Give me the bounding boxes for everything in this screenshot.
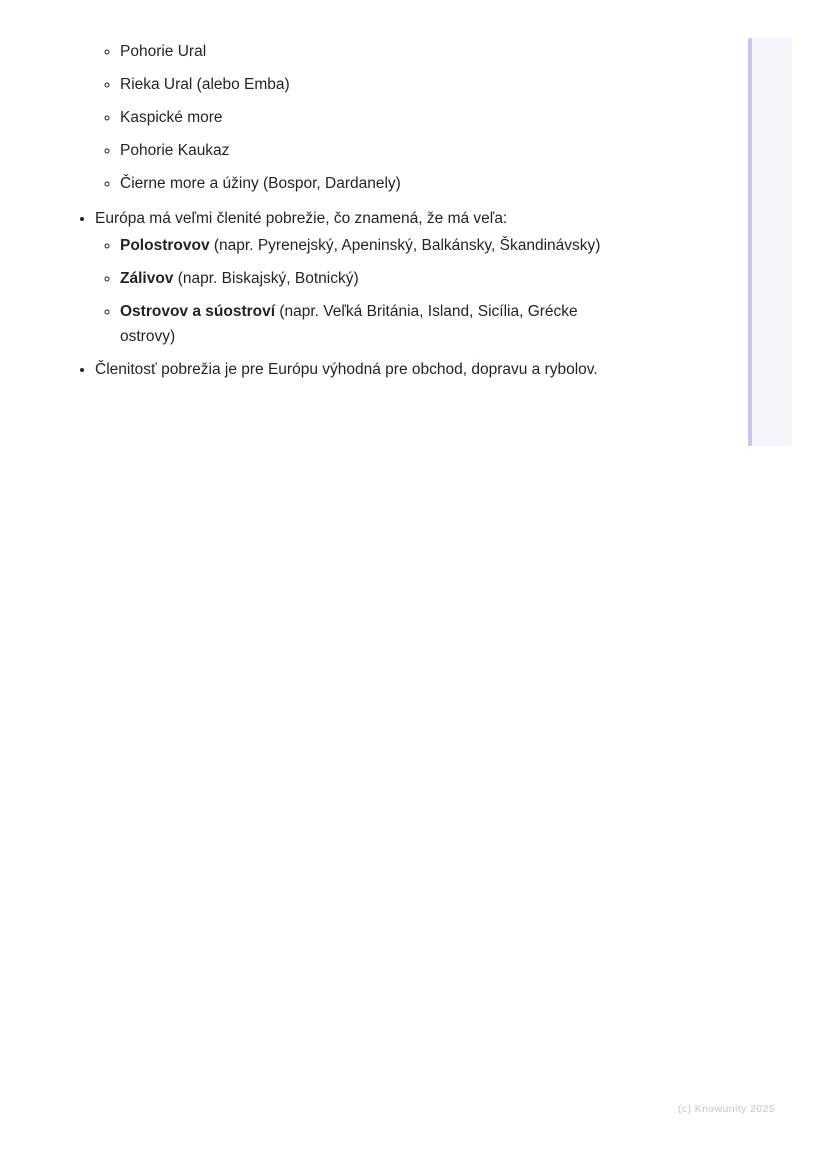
list-item: ◦ Pohorie Ural xyxy=(120,39,690,64)
list-item: ◦ Rieka Ural (alebo Emba) xyxy=(120,72,690,97)
right-accent-panel xyxy=(748,38,792,446)
feature-term: Ostrovov a súostroví xyxy=(120,303,276,320)
coast-main-list xyxy=(70,206,690,382)
coast-feature-sublist xyxy=(95,233,690,349)
boundary-sublist xyxy=(70,39,690,196)
list-item: ◦ Kaspické more xyxy=(120,105,690,130)
feature-examples: (napr. Pyrenejský, Apeninský, Balkánsky, Škandinávsky) xyxy=(209,237,601,254)
list-item xyxy=(120,233,690,258)
feature-examples-continued: ostrovy) xyxy=(120,328,176,345)
notes-content xyxy=(70,39,690,382)
europe-intro-text: Európa má veľmi členité pobrežie, čo znamená, že má veľa: xyxy=(95,210,508,227)
feature-term: Zálivov xyxy=(120,270,174,287)
list-item xyxy=(120,299,690,349)
feature-examples: (napr. Veľká Británia, Island, Sicília, Grécke xyxy=(275,303,578,320)
feature-examples: (napr. Biskajský, Botnický) xyxy=(173,270,359,287)
list-item: ◦ Čierne more a úžiny (Bospor, Dardanely) xyxy=(120,171,690,196)
list-item: ◦ Pohorie Kaukaz xyxy=(120,138,690,163)
list-item xyxy=(95,206,690,349)
copyright-footer: (c) Knowunity 2025 xyxy=(677,1103,775,1115)
list-item xyxy=(120,266,690,291)
feature-term: Polostrovov xyxy=(120,237,210,254)
list-item xyxy=(95,357,690,382)
coast-benefit-text: Členitosť pobrežia je pre Európu výhodná pre obchod, dopravu a rybolov. xyxy=(95,361,598,378)
